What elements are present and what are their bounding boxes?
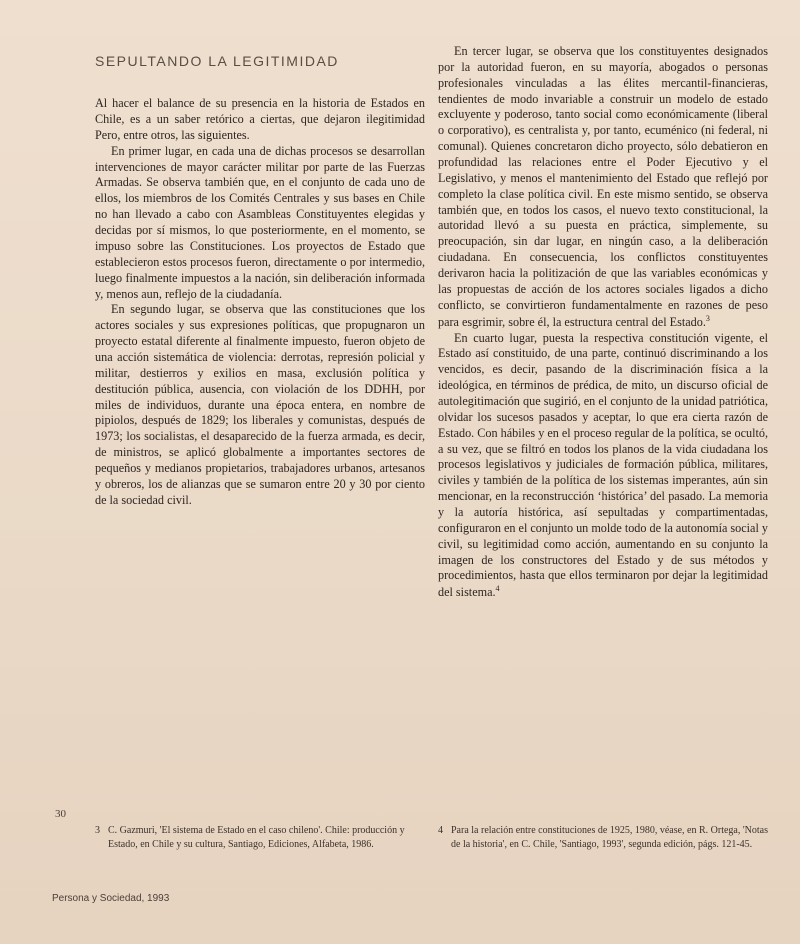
footnote xyxy=(438,824,768,851)
left-column xyxy=(95,44,425,509)
footnote-text: C. Gazmuri, 'El sistema de Estado en el caso chileno'. Chile: producción y Estado, en Chile y su cultura, Santiago, Ediciones, Alfabeta, 1986. xyxy=(108,825,405,850)
footnote-reference: 4 xyxy=(495,584,500,594)
paragraph xyxy=(438,331,768,602)
footnote-text: Para la relación entre constituciones de 1925, 1980, véase, en R. Ortega, 'Notas de la historia', en C. Chile, 'Santiago, 1993', segunda edición, págs. 121-45. xyxy=(451,825,768,850)
footnote-left xyxy=(95,824,425,851)
footnote-number: 3 xyxy=(95,825,100,836)
footnote-reference: 3 xyxy=(705,313,710,323)
paragraph: En primer lugar, en cada una de dichas procesos se desarrollan intervenciones de mayor carácter militar por parte de las Fuerzas Armadas. Se observa también que, en el conjunto de cada uno de ellos, los miembros de los Comités Centrales y sus bases en Chile no han llevado a cabo con Asambleas Constituyentes elegidas y decidas por sí mismos, lo que posteriormente, en el momento, se impuso sobre las Constituciones. Los proyectos de Estado que establecieron estos procesos fueron, directamente o por intermedio, luego finalmente impuestos a la nación, sin deliberación informada y, menos aun, reflejo de la ciudadanía. xyxy=(95,143,425,301)
footnote-number: 4 xyxy=(438,825,443,836)
section-heading: SEPULTANDO LA LEGITIMIDAD xyxy=(95,53,339,69)
paragraph-text: En tercer lugar, se observa que los constituyentes designados por la autoridad fueron, en su mayoría, abogados o personas profesionales vinculadas a las élites mercantil-financieras, tendientes de modo invariable a construir un modelo de estado excluyente y poderoso, tanto social como económicamente (liberal o corporativo), es centralista y, por tanto, ecuménico (ni federal, ni comunal). Quienes concretaron dicho proyecto, sólo debatieron en profundidad las relaciones entre el Poder Ejecutivo y el Legislativo, y menos el mantenimiento del Estado que reflejó por completo la clase política civil. En este mismo sentido, se observa también que, en todos los casos, el nuevo texto constitucional, la autoridad llevó a su puesta en práctica, simplemente, su preocupación, sin dar lugar, en ningún caso, a la deliberación ciudadana. En consecuencia, los conflictos constituyentes derivaron hacia la politización de que las variables económicas y las propuestas de acción de los actores sociales ligados a dicho conflicto, se convirtieron fundamentalmente en razones de peso para esgrimir, sobre él, la estructura central del Estado. xyxy=(438,44,768,329)
page-footer: Persona y Sociedad, 1993 xyxy=(52,893,170,904)
footnote-right xyxy=(438,824,768,851)
right-column xyxy=(438,44,768,601)
page-number: 30 xyxy=(55,808,66,820)
footnote xyxy=(95,824,425,851)
paragraph-text: En cuarto lugar, puesta la respectiva constitución vigente, el Estado así constituido, de una parte, continuó discriminando a los vencidos, es decir, pasando de la discriminación física a la ideológica, en términos de prédica, de mito, un discurso oficial de autolegitimación que sugirió, en el conjunto de la unidad patriótica, olvidar los sucesos pasados y aceptar, lo que era cierta razón de Estado. Con hábiles y en el proceso regular de la política, se ocultó, a su vez, que se filtró en todos los planos de la vida ciudadana los procesos legislativos y judiciales de formación pública, militares, civiles y también de la política de los sistemas imperantes, aún sin mencionar, en la reconstrucción ‘histórica’ del pasado. La memoria y la autoría histórica, así sepultadas y compartimentadas, configuraron en el conjunto un molde todo de la autonomía social y civil, su legitimidad como acción, aumentando en su conjunto la imagen de los constructores del Estado y de sus métodos y procedimientos, hasta que ellos terminaron por dejar la legitimidad del sistema. xyxy=(438,330,768,600)
paragraph: En segundo lugar, se observa que las constituciones que los actores sociales y sus expresiones políticas, que propugnaron un proyecto estatal diferente al finalmente impuesto, fueron objeto de una acción sistemática de violencia: derrotas, represión policial y militar, destierros y exilios en masa, exclusión política y destitución pública, ausencia, con violación de los DDHH, por miles de individuos, durante una época entera, en nombre de pipiolos, después de 1829; los liberales y comunistas, después de 1973; los socialistas, el desaparecido de la fuerza armada, es decir, de ministros, se aplicó globalmente a importantes sectores de pequeños y medianos propietarios, trabajadores urbanos, artesanos y obreros, los de alianzas que se sumaron entre 20 y 30 por ciento de la sociedad civil. xyxy=(95,302,425,507)
paragraph: Al hacer el balance de su presencia en la historia de Estados en Chile, es a un saber retórico a ciertas, que dejaron ilegitimidad Pero, entre otros, las siguientes. xyxy=(95,96,425,142)
paragraph xyxy=(438,44,768,331)
